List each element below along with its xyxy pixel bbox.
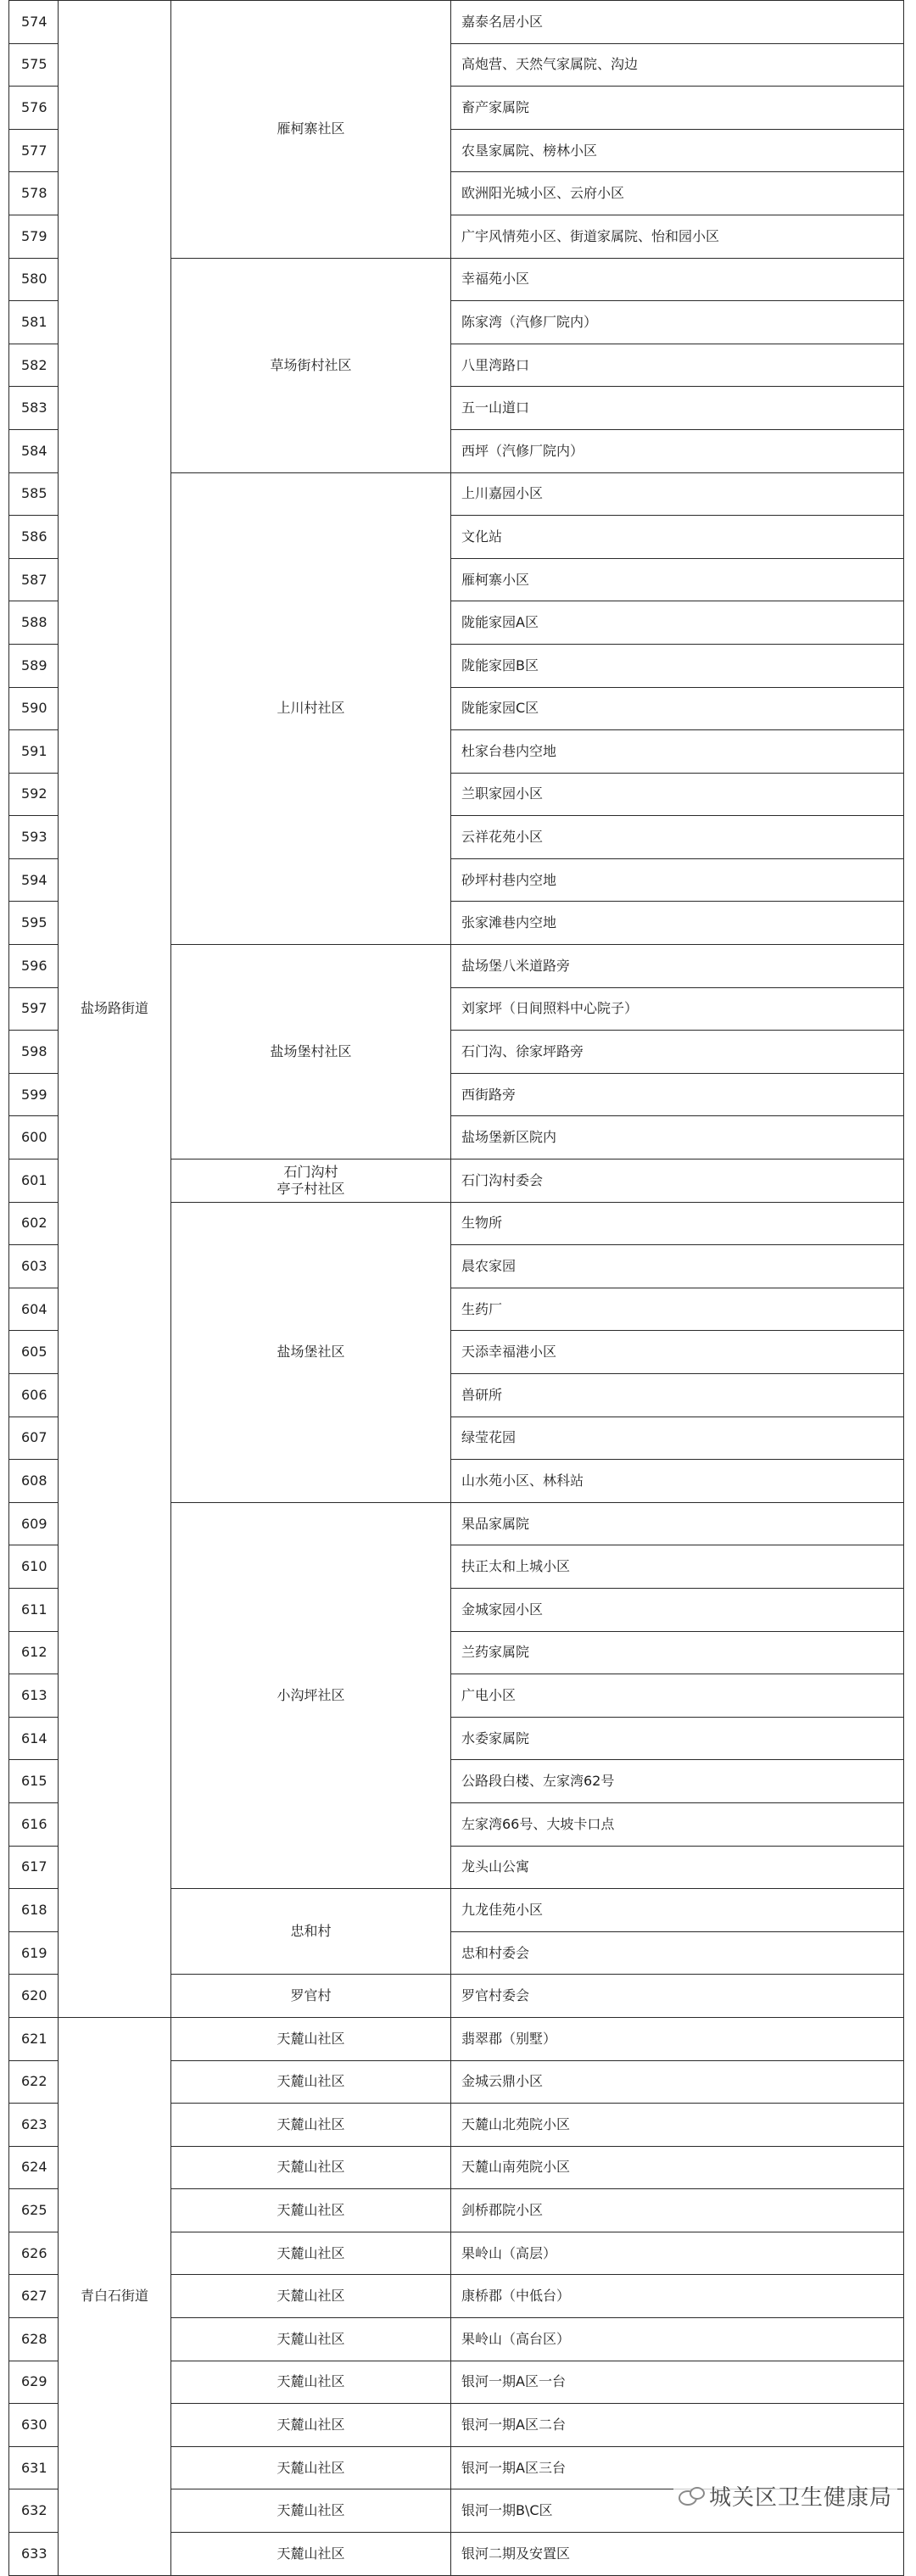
location-name: 银河一期A区三台 [451,2446,904,2489]
row-number: 592 [9,773,59,816]
row-number: 609 [9,1502,59,1545]
location-name: 砂坪村巷内空地 [451,858,904,902]
location-name: 五一山道口 [451,387,904,430]
row-number: 593 [9,816,59,859]
row-number: 578 [9,172,59,215]
watermark-text: 城关区卫生健康局 [708,2485,892,2511]
row-number: 602 [9,1202,59,1245]
row-number: 604 [9,1288,59,1331]
row-number: 620 [9,1975,59,2018]
row-number: 621 [9,2017,59,2060]
row-number: 629 [9,2361,59,2404]
location-name: 罗官村委会 [451,1975,904,2018]
location-name: 晨农家园 [451,1245,904,1288]
community-name: 罗官村 [171,1975,451,2018]
location-name: 银河一期B\C区 [451,2489,904,2533]
community-name: 雁柯寨社区 [171,1,451,259]
location-name: 果岭山（高台区） [451,2318,904,2361]
row-number: 574 [9,1,59,44]
community-name: 天麓山社区 [171,2361,451,2404]
row-number: 581 [9,301,59,344]
location-name: 嘉泰名居小区 [451,1,904,44]
row-number: 582 [9,344,59,387]
row-number: 579 [9,215,59,258]
row-number: 575 [9,43,59,87]
row-number: 625 [9,2189,59,2232]
location-name: 山水苑小区、林科站 [451,1460,904,1503]
community-name: 天麓山社区 [171,2318,451,2361]
location-name: 盐场堡八米道路旁 [451,945,904,988]
location-name: 扶正太和上城小区 [451,1545,904,1589]
row-number: 622 [9,2060,59,2104]
row-number: 583 [9,387,59,430]
row-number: 632 [9,2489,59,2533]
location-name: 杜家台巷内空地 [451,730,904,774]
location-name: 高炮营、天然气家属院、沟边 [451,43,904,87]
location-name: 陇能家园C区 [451,687,904,730]
community-name: 天麓山社区 [171,2446,451,2489]
row-number: 628 [9,2318,59,2361]
community-name: 天麓山社区 [171,2146,451,2189]
community-name: 小沟坪社区 [171,1502,451,1888]
location-name: 刘家坪（日间照料中心院子） [451,987,904,1031]
location-name: 忠和村委会 [451,1931,904,1975]
location-name: 张家滩巷内空地 [451,902,904,945]
location-name: 水委家属院 [451,1717,904,1760]
location-name: 天麓山南苑院小区 [451,2146,904,2189]
street-name: 青白石街道 [59,2017,171,2575]
location-name: 银河一期A区一台 [451,2361,904,2404]
location-name: 畜产家属院 [451,87,904,130]
row-number: 591 [9,730,59,774]
location-name: 西街路旁 [451,1073,904,1116]
row-number: 619 [9,1931,59,1975]
row-number: 576 [9,87,59,130]
location-name: 金城家园小区 [451,1588,904,1631]
community-name: 草场街村社区 [171,258,451,472]
row-number: 608 [9,1460,59,1503]
row-number: 594 [9,858,59,902]
row-number: 627 [9,2275,59,2318]
row-number: 603 [9,1245,59,1288]
row-number: 607 [9,1417,59,1460]
row-number: 624 [9,2146,59,2189]
location-name: 兽研所 [451,1374,904,1417]
community-name: 天麓山社区 [171,2275,451,2318]
location-name: 雁柯寨小区 [451,558,904,601]
community-name: 上川村社区 [171,472,451,945]
location-name: 陇能家园A区 [451,601,904,645]
row-number: 631 [9,2446,59,2489]
row-number: 611 [9,1588,59,1631]
row-number: 613 [9,1674,59,1718]
location-name: 幸福苑小区 [451,258,904,301]
community-name: 天麓山社区 [171,2232,451,2275]
location-name: 广电小区 [451,1674,904,1718]
location-name: 剑桥郡院小区 [451,2189,904,2232]
row-number: 595 [9,902,59,945]
location-name: 欧洲阳光城小区、云府小区 [451,172,904,215]
location-name: 绿莹花园 [451,1417,904,1460]
row-number: 617 [9,1846,59,1889]
location-name: 翡翠郡（别墅） [451,2017,904,2060]
row-number: 580 [9,258,59,301]
row-number: 600 [9,1116,59,1159]
location-name: 石门沟村委会 [451,1159,904,1203]
row-number: 590 [9,687,59,730]
location-name: 云祥花苑小区 [451,816,904,859]
row-number: 630 [9,2404,59,2447]
location-name: 兰药家属院 [451,1631,904,1674]
row-number: 597 [9,987,59,1031]
community-name: 天麓山社区 [171,2060,451,2104]
row-number: 589 [9,644,59,687]
row-number: 605 [9,1331,59,1374]
row-number: 584 [9,429,59,472]
community-name: 天麓山社区 [171,2404,451,2447]
location-name: 公路段白楼、左家湾62号 [451,1760,904,1803]
row-number: 626 [9,2232,59,2275]
location-name: 兰职家园小区 [451,773,904,816]
street-name: 盐场路街道 [59,1,171,2018]
row-number: 587 [9,558,59,601]
row-number: 615 [9,1760,59,1803]
location-name: 文化站 [451,516,904,559]
row-number: 618 [9,1889,59,1932]
location-name: 康桥郡（中低台） [451,2275,904,2318]
location-name: 果品家属院 [451,1502,904,1545]
location-name: 石门沟、徐家坪路旁 [451,1031,904,1074]
location-name: 龙头山公寓 [451,1846,904,1889]
row-number: 606 [9,1374,59,1417]
community-name: 天麓山社区 [171,2189,451,2232]
table-row [9,2017,904,2060]
community-name: 盐场堡社区 [171,1202,451,1502]
location-table [8,0,904,2576]
row-number: 623 [9,2104,59,2147]
wechat-icon [679,2487,704,2506]
location-name: 生药厂 [451,1288,904,1331]
community-name: 天麓山社区 [171,2533,451,2576]
row-number: 588 [9,601,59,645]
location-name: 农垦家属院、榜林小区 [451,129,904,172]
row-number: 614 [9,1717,59,1760]
row-number: 601 [9,1159,59,1203]
location-name: 九龙佳苑小区 [451,1889,904,1932]
community-name: 天麓山社区 [171,2017,451,2060]
community-name: 忠和村 [171,1889,451,1975]
location-name: 左家湾66号、大坡卡口点 [451,1802,904,1846]
location-name: 银河一期A区二台 [451,2404,904,2447]
table-body [9,1,904,2576]
location-name: 八里湾路口 [451,344,904,387]
community-name: 天麓山社区 [171,2104,451,2147]
location-name: 盐场堡新区院内 [451,1116,904,1159]
row-number: 599 [9,1073,59,1116]
location-name: 天麓山北苑院小区 [451,2104,904,2147]
location-name: 广宇风情苑小区、街道家属院、怡和园小区 [451,215,904,258]
location-name: 陇能家园B区 [451,644,904,687]
location-name: 银河二期及安置区 [451,2533,904,2576]
watermark [673,2478,897,2513]
location-name: 金城云鼎小区 [451,2060,904,2104]
row-number: 596 [9,945,59,988]
row-number: 585 [9,472,59,516]
community-name: 石门沟村 亭子村社区 [171,1159,451,1203]
community-name: 天麓山社区 [171,2489,451,2533]
row-number: 616 [9,1802,59,1846]
location-name: 天添幸福港小区 [451,1331,904,1374]
location-name: 陈家湾（汽修厂院内） [451,301,904,344]
table-row [9,1,904,44]
row-number: 612 [9,1631,59,1674]
row-number: 577 [9,129,59,172]
community-name: 盐场堡村社区 [171,945,451,1159]
row-number: 633 [9,2533,59,2576]
location-name: 果岭山（高层） [451,2232,904,2275]
location-name: 西坪（汽修厂院内） [451,429,904,472]
location-name: 上川嘉园小区 [451,472,904,516]
location-name: 生物所 [451,1202,904,1245]
row-number: 598 [9,1031,59,1074]
row-number: 586 [9,516,59,559]
row-number: 610 [9,1545,59,1589]
